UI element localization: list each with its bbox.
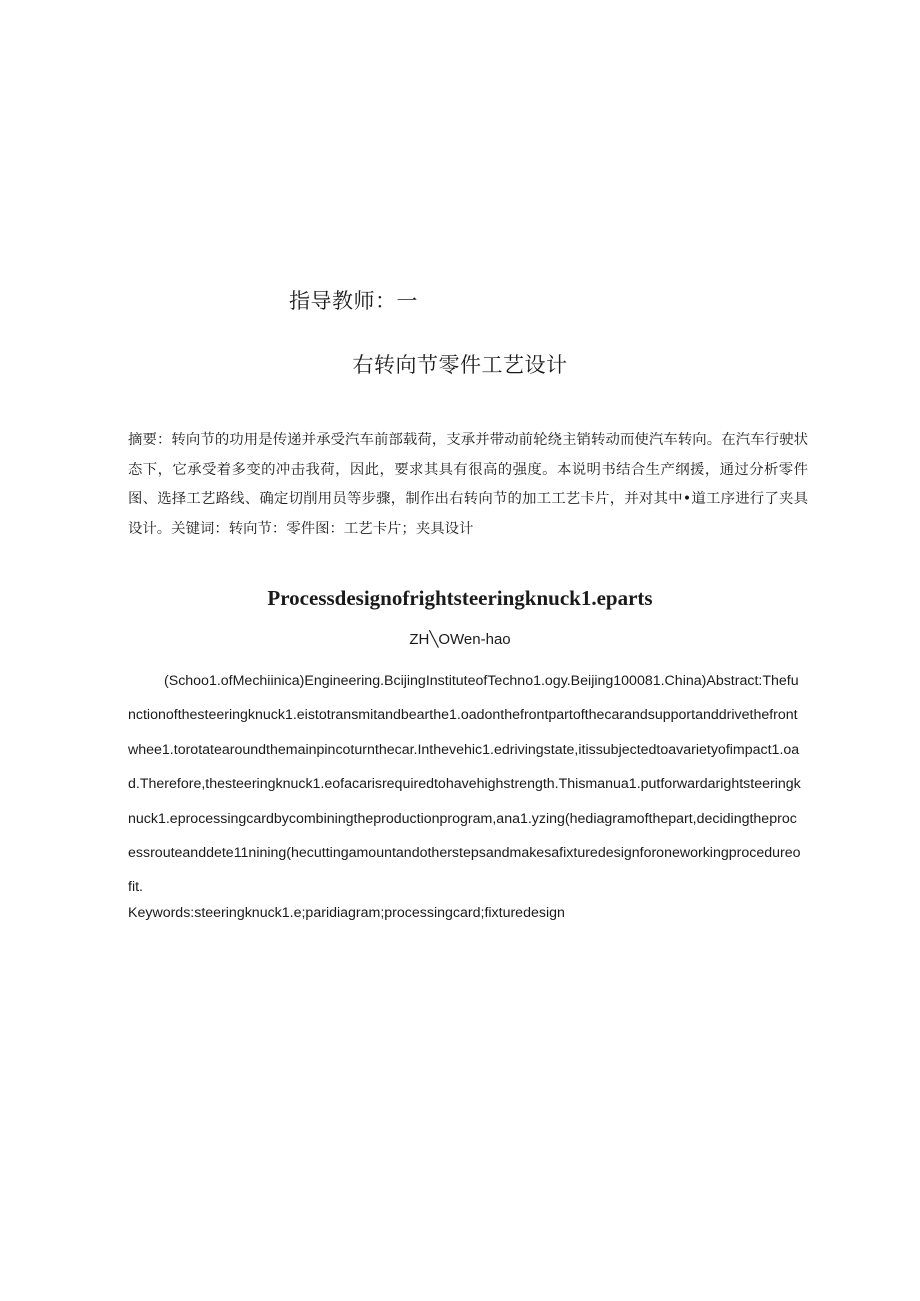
chinese-abstract: 摘要：转向节的功用是传递并承受汽车前部载荷，支承并带动前轮绕主销转动而使汽车转向。在汽车行驶状态下，它承受着多变的冲击我荷，因此，要求其具有很高的强度。本说明书结合生产纲援，通过分析零件图、选择工艺路线、确定切削用员等步骤，制作出右转向节的加工工艺卡片，并对其中•道工序进行了夹具设计。关键词：转向节：零件图：工艺卡片；夹具设计: [128, 432, 808, 537]
english-abstract: (Schoo1.ofMechiinica)Engineering.BcijingInstituteofTechno1.ogy.Beijing100081.China)Abstract:Thefunctionofthesteeringknuck1.eistotransmitandbearthe1.oadonthefrontpartofthecarandsupportanddrivethefrontwhee1.torotatearoundthemainpincoturnthecar.Inthevehic1.edrivingstate,itissubjectedtoavarietyofimpact1.oad.Therefore,thesteeringknuck1.eofacarisrequiredtohavehighstrength.Thismanua1.putforwardarightsteeringknuck1.eprocessingcardbycombiningtheproductionprogram,ana1.yzing(hediagramofthepart,decidingtheprocessrouteanddete11nining(hecuttingamountandotherstepsandmakesafixturedesignforoneworkingprocedureofit.: [128, 673, 801, 896]
english-keywords: Keywords:steeringknuck1.e;paridiagram;processingcard;fixturedesign: [128, 905, 565, 921]
advisor-line: 指导教师：一: [289, 289, 418, 313]
english-title: Processdesignofrightsteeringknuck1.eparts: [267, 586, 653, 610]
english-author: ZH╲OWen-hao: [409, 631, 511, 648]
chinese-title: 右转向节零件工艺设计: [352, 353, 568, 377]
